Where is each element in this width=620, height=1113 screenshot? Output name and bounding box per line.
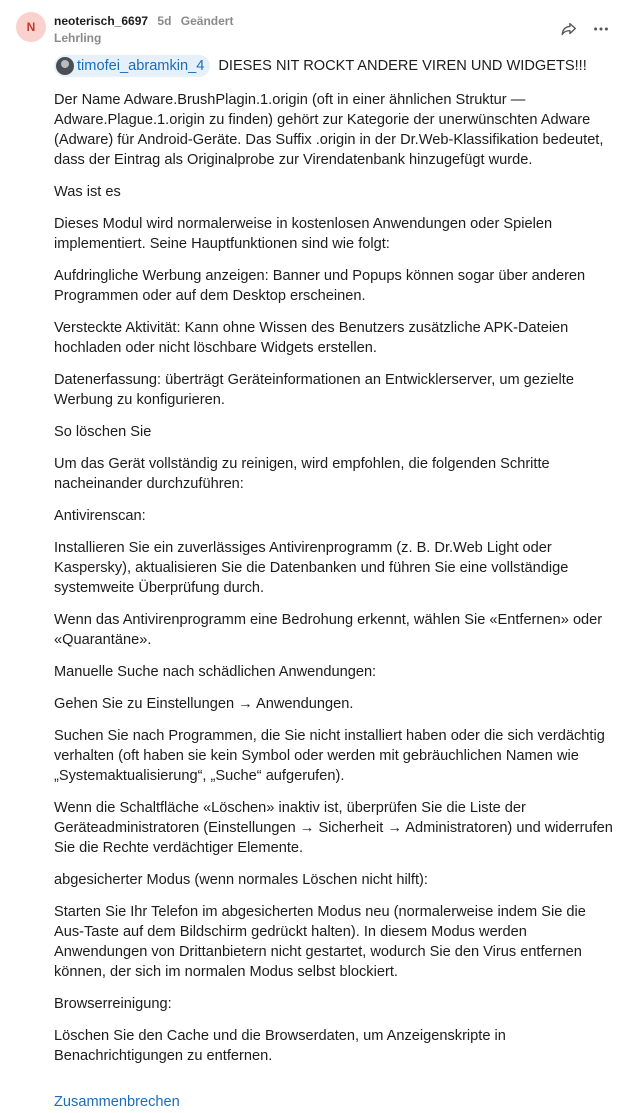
paragraph-2: Was ist es — [54, 184, 121, 200]
paragraph-7: So löschen Sie — [54, 424, 152, 440]
mention-name: timofei_abramkin_4 — [77, 58, 205, 74]
more-options-button[interactable] — [588, 17, 614, 41]
paragraph-19: Löschen Sie den Cache und die Browserdaten, um Anzeigenskripte in Benachrichtigungen zu entfernen. — [54, 1028, 506, 1064]
paragraph-6: Datenerfassung: überträgt Geräteinformationen an Entwicklerserver, um gezielte Werbung zu konfigurieren. — [54, 372, 574, 408]
paragraph-4: Aufdringliche Werbung anzeigen: Banner und Popups können sogar über anderen Programmen oder auf dem Desktop erscheinen. — [54, 268, 586, 304]
paragraph-14: Suchen Sie nach Programmen, die Sie nicht installiert haben oder die sich verdächtig verhalten (oft haben sie kein Symbol oder werden mit gebräuchlichen Namen wie „Systemaktualisierung“, „Suche“ aufgerufen). — [54, 728, 605, 784]
user-mention[interactable] — [54, 55, 210, 77]
avatar[interactable] — [16, 12, 46, 42]
paragraph-1: Der Name Adware.BrushPlagin.1.origin (oft in einer ähnlichen Struktur — Adware.Plague.1.origin zu finden) gehört zur Kategorie der unerwünschten Adware (Adware) für Android-Geräte. Das Suffix .origin in der Dr.Web-Klassifikation bedeutet, dass der Eintrag als Originalprobe zur Virendatenbank hinzugefügt wurde. — [54, 92, 604, 168]
paragraph-15: Wenn die Schaltfläche «Löschen» inaktiv ist, überprüfen Sie die Liste der Geräteadministratoren (Einstellungen → Sicherheit → Administratoren) und widerrufen Sie die Rechte verdächtiger Elemente. — [54, 800, 613, 856]
paragraph-16: abgesicherter Modus (wenn normales Löschen nicht hilft): — [54, 872, 428, 888]
share-button[interactable] — [556, 17, 582, 41]
paragraph-5: Versteckte Aktivität: Kann ohne Wissen des Benutzers zusätzliche APK-Dateien hochladen oder nicht löschbare Widgets erstellen. — [54, 320, 569, 356]
paragraph-11: Wenn das Antivirenprogramm eine Bedrohung erkennt, wählen Sie «Entfernen» oder «Quarantäne». — [54, 612, 603, 648]
paragraph-13: Gehen Sie zu Einstellungen → Anwendungen. — [54, 696, 354, 712]
username-link[interactable]: neoterisch_6697 — [54, 14, 149, 28]
avatar-initial: N — [26, 20, 36, 34]
paragraph-18: Browserreinigung: — [54, 996, 172, 1012]
mention-avatar — [56, 57, 74, 75]
comment-body — [54, 54, 616, 1112]
paragraph-8: Um das Gerät vollständig zu reinigen, wird empfohlen, die folgenden Schritte nacheinander durchzuführen: — [54, 456, 550, 492]
more-icon — [592, 20, 610, 38]
timestamp[interactable]: 5d — [157, 14, 172, 28]
share-icon — [560, 20, 578, 38]
paragraph-9: Antivirenscan: — [54, 508, 146, 524]
paragraph-10: Installieren Sie ein zuverlässiges Antivirenprogramm (z. B. Dr.Web Light oder Kaspersky), aktualisieren Sie die Datenbanken und führen Sie eine vollständige systemweite Überprüfung durch. — [54, 540, 569, 596]
user-rank: Lehrling — [54, 31, 102, 45]
comment-meta — [54, 13, 233, 29]
paragraph-3: Dieses Modul wird normalerweise in kostenlosen Anwendungen oder Spielen implementiert. Seine Hauptfunktionen sind wie folgt: — [54, 216, 553, 252]
comment-headline: DIESES NIT ROCKT ANDERE VIREN UND WIDGETS!!! — [218, 58, 587, 74]
paragraph-12: Manuelle Suche nach schädlichen Anwendungen: — [54, 664, 377, 680]
paragraph-17: Starten Sie Ihr Telefon im abgesicherten Modus neu (normalerweise indem Sie die Aus-Taste auf dem Bildschirm gedrückt halten). In diesem Modus werden Anwendungen von Drittanbietern nicht gestartet, wodurch Sie den Virus entfernen können, der sich im normalen Modus selbst blockiert. — [54, 904, 586, 980]
first-line — [54, 54, 616, 78]
edited-label: Geändert — [180, 14, 234, 28]
collapse-link[interactable]: Zusammenbrechen — [54, 1094, 180, 1110]
